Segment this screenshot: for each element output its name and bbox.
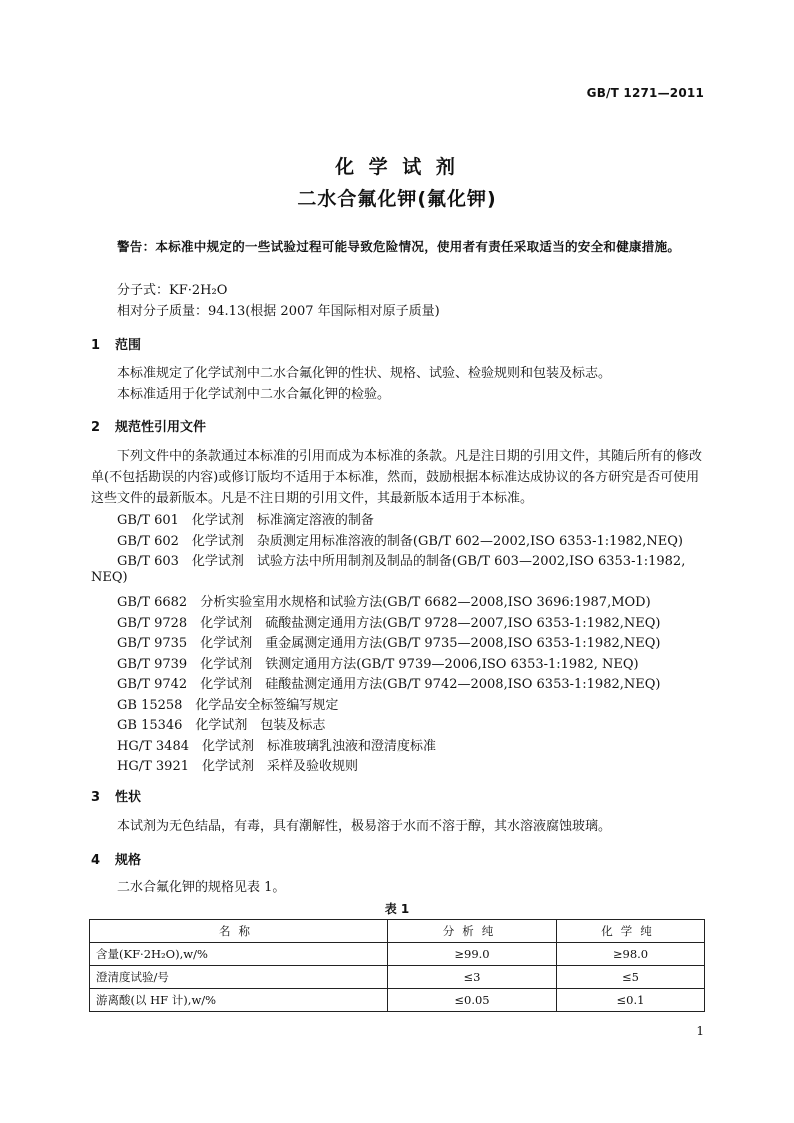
table-cell-item: 游离酸(以 HF 计),w/% — [90, 989, 388, 1012]
document-title-line1: 化 学 试 剂 — [335, 156, 459, 178]
specification-table — [89, 919, 705, 1012]
reference-item: GB/T 602 化学试剂 杂质测定用标准溶液的制备(GB/T 602—2002,ISO 6353-1:1982,NEQ) — [117, 534, 683, 549]
section-number: 2 — [91, 420, 101, 435]
document-title-line2: 二水合氟化钾(氟化钾) — [297, 188, 497, 210]
table-caption: 表 1 — [384, 902, 410, 916]
table-cell-value: ≥98.0 — [557, 943, 705, 966]
properties-paragraph: 本试剂为无色结晶，有毒，具有潮解性，极易溶于水而不溶于醇，其水溶液腐蚀玻璃。 — [117, 819, 612, 834]
reference-item: GB/T 9739 化学试剂 铁测定通用方法(GB/T 9739—2006,ISO 6353-1:1982, NEQ) — [117, 657, 639, 672]
section-title: 范围 — [115, 338, 142, 353]
section-heading-properties — [91, 786, 141, 805]
reference-item: GB/T 6682 分析实验室用水规格和试验方法(GB/T 6682—2008,ISO 3696:1987,MOD) — [117, 595, 651, 610]
page-number: 1 — [696, 1024, 704, 1038]
formula-value: KF·2H₂O — [169, 283, 228, 298]
table-cell-value: ≤0.1 — [557, 989, 705, 1012]
table-header-row — [90, 920, 705, 943]
reference-item: HG/T 3921 化学试剂 采样及验收规则 — [117, 759, 358, 774]
section-heading-scope — [91, 334, 141, 353]
column-header-analytical-reagent: 分析纯 — [388, 920, 557, 943]
section-number: 1 — [91, 338, 101, 353]
table-cell-value: ≤3 — [388, 966, 557, 989]
table-cell-item: 澄清度试验/号 — [90, 966, 388, 989]
formula-label: 分子式： — [117, 283, 170, 298]
section-number: 3 — [91, 790, 101, 805]
column-header-chemically-pure: 化学纯 — [557, 920, 705, 943]
references-intro-paragraph: 下列文件中的条款通过本标准的引用而成为本标准的条款。凡是注日期的引用文件，其随后所有的修改单(不包括勘误的内容)或修订版均不适用于本标准，然而，鼓励根据本标准达成协议的各方研究是否可使用这些文件的最新版本。凡是不注日期的引用文件，其最新版本适用于本标准。 — [91, 449, 703, 506]
table-cell-value: ≤5 — [557, 966, 705, 989]
section-heading-normative-references — [91, 416, 206, 435]
table-row — [90, 966, 705, 989]
section-title: 规范性引用文件 — [115, 420, 207, 435]
scope-paragraph-2: 本标准适用于化学试剂中二水合氟化钾的检验。 — [117, 387, 391, 402]
specifications-paragraph: 二水合氟化钾的规格见表 1。 — [117, 880, 286, 895]
molecular-mass: 相对分子质量：94.13(根据 2007 年国际相对原子质量) — [117, 304, 440, 319]
safety-warning: 警告：本标准中规定的一些试验过程可能导致危险情况，使用者有责任采取适当的安全和健康措施。 — [117, 239, 681, 254]
standard-number: GB/T 1271—2011 — [586, 86, 704, 100]
reference-item: GB/T 603 化学试剂 试验方法中所用制剂及制品的制备(GB/T 603—2002,ISO 6353-1:1982, — [117, 554, 686, 569]
table-row — [90, 943, 705, 966]
molecular-formula — [117, 281, 227, 301]
section-heading-specifications — [91, 849, 141, 868]
section-number: 4 — [91, 853, 101, 868]
reference-item: GB 15258 化学品安全标签编写规定 — [117, 698, 339, 713]
reference-item: GB/T 9742 化学试剂 硅酸盐测定通用方法(GB/T 9742—2008,ISO 6353-1:1982,NEQ) — [117, 677, 661, 692]
reference-item: HG/T 3484 化学试剂 标准玻璃乳浊液和澄清度标准 — [117, 739, 436, 754]
table-row — [90, 989, 705, 1012]
reference-item: GB 15346 化学试剂 包装及标志 — [117, 718, 326, 733]
column-header-name: 名称 — [90, 920, 388, 943]
table-cell-item: 含量(KF·2H₂O),w/% — [90, 943, 388, 966]
table-cell-value: ≤0.05 — [388, 989, 557, 1012]
scope-paragraph-1: 本标准规定了化学试剂中二水合氟化钾的性状、规格、试验、检验规则和包装及标志。 — [117, 366, 612, 381]
section-title: 规格 — [115, 853, 142, 868]
table-cell-value: ≥99.0 — [388, 943, 557, 966]
reference-item: GB/T 9735 化学试剂 重金属测定通用方法(GB/T 9735—2008,ISO 6353-1:1982,NEQ) — [117, 636, 661, 651]
section-title: 性状 — [115, 790, 142, 805]
reference-item-continuation: NEQ) — [91, 570, 128, 585]
reference-item: GB/T 9728 化学试剂 硫酸盐测定通用方法(GB/T 9728—2007,ISO 6353-1:1982,NEQ) — [117, 616, 661, 631]
reference-item: GB/T 601 化学试剂 标准滴定溶液的制备 — [117, 513, 374, 528]
